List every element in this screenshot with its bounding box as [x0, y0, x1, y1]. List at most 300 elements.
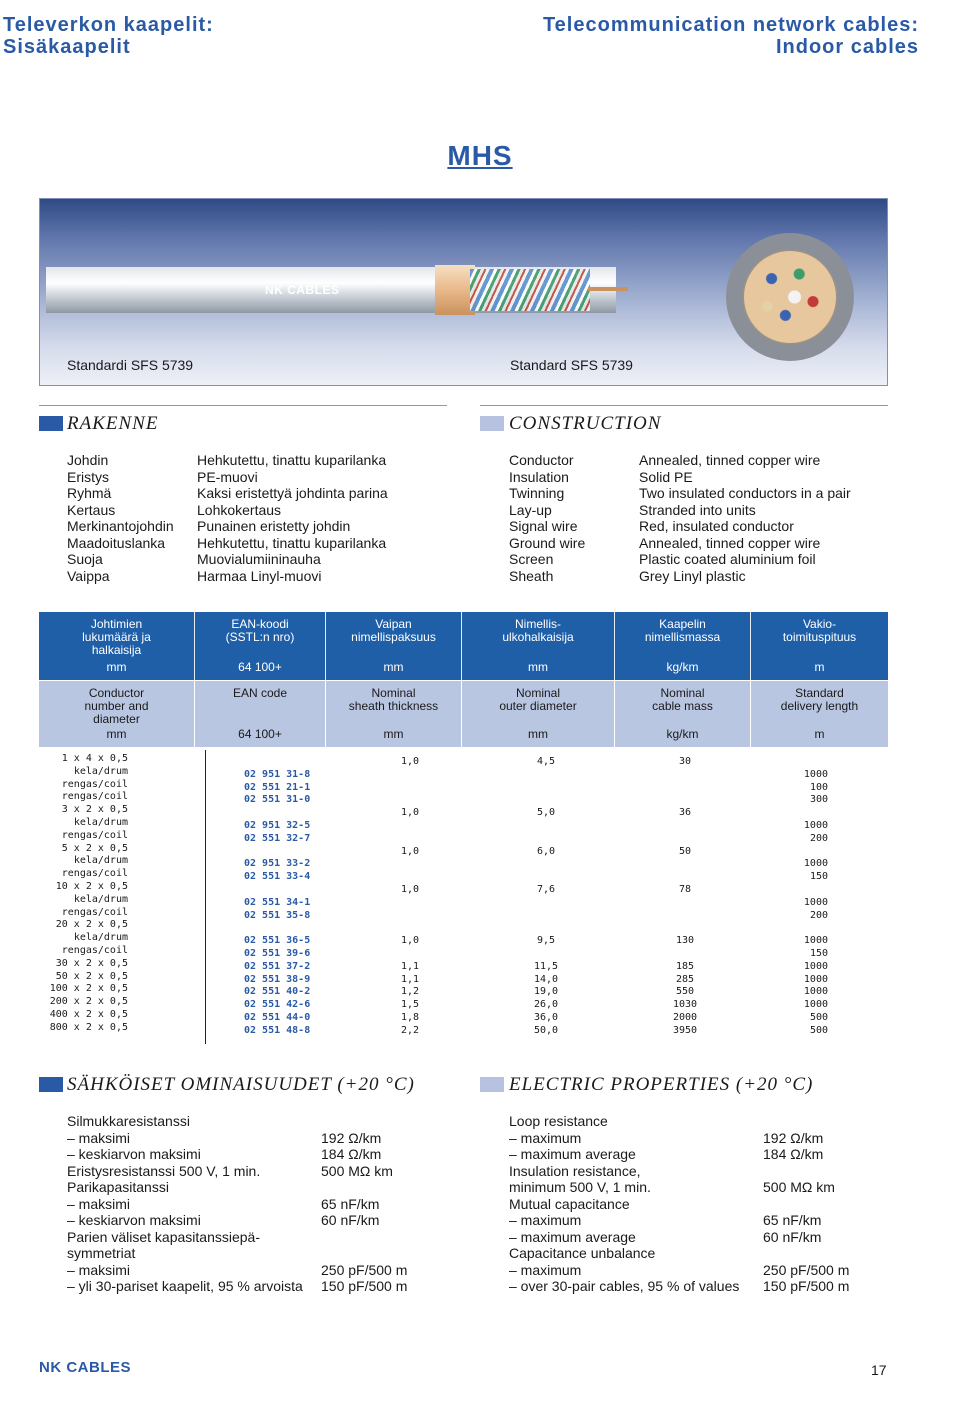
- column-sheath-item: [380, 794, 440, 807]
- standard-en: Standard SFS 5739: [510, 357, 633, 373]
- electric-fi-labels-item: – maksimi: [67, 1195, 131, 1212]
- column-ean-item: [244, 884, 310, 897]
- construction-en-values-item: Annealed, tinned copper wire: [639, 534, 821, 551]
- column-length-item: [760, 807, 828, 820]
- column-length-item: 100: [809, 781, 828, 793]
- table-header-unit: mm: [528, 727, 548, 741]
- electric-en-values-item: 500 MΩ km: [763, 1179, 835, 1195]
- construction-fi-values-item: Kaksi eristettyä johdinta parina: [197, 485, 388, 501]
- table-header-cell: [195, 681, 326, 747]
- construction-fi-terms-item: Maadoituslanka: [67, 534, 166, 551]
- electric-fi-values-item: 60 nF/km: [321, 1212, 380, 1228]
- column-mass-item: 185: [675, 960, 695, 972]
- column-mass-item: 2000: [672, 1011, 698, 1023]
- column-diameter-item: 19,0: [533, 986, 559, 998]
- section-marker-icon: [39, 416, 63, 431]
- column-length-item: 150: [809, 871, 828, 883]
- table-header-unit: 64 100+: [238, 660, 282, 674]
- column-ean-item: [244, 807, 310, 820]
- column-diameter: [516, 756, 576, 1038]
- column-sheath-item: [380, 910, 440, 923]
- column-mass-item: [655, 897, 715, 910]
- column-mass-item: [655, 948, 715, 961]
- column-mass-item: 30: [678, 756, 692, 767]
- column-diameter-item: [516, 833, 576, 846]
- column-mass-item: 78: [678, 883, 692, 895]
- table-header-cell: [462, 612, 615, 680]
- divider: [480, 405, 888, 406]
- table-header-label: (SSTL:n nro): [225, 630, 295, 644]
- column-sheath-item: [380, 820, 440, 833]
- electric-en-labels-item: – maximum: [509, 1129, 582, 1146]
- table-header-label: diameter: [93, 712, 140, 726]
- electric-en-values-item: [763, 1196, 849, 1213]
- column-length-item: 150: [809, 947, 828, 959]
- column-conductor-item: 3 x 2 x 0,5: [61, 804, 128, 816]
- electric-fi-values-item: 192 Ω/km: [321, 1129, 382, 1146]
- standard-fi: Standardi SFS 5739: [67, 357, 194, 373]
- column-sheath-item: 1,1: [400, 973, 420, 985]
- table-header-label: delivery length: [780, 699, 859, 713]
- column-diameter-item: [516, 769, 576, 782]
- electric-fi-values-item: 65 nF/km: [321, 1195, 380, 1212]
- electric-en-values-item: [763, 1113, 849, 1130]
- column-diameter-item: 14,0: [533, 973, 559, 985]
- table-header-label: number and: [84, 699, 149, 713]
- column-mass-item: 50: [678, 845, 692, 857]
- construction-en-terms-item: Twinning: [509, 485, 565, 501]
- column-diameter-item: 7,6: [536, 883, 556, 895]
- column-sheath-item: [380, 858, 440, 871]
- column-diameter-item: 36,0: [533, 1011, 559, 1023]
- construction-fi-terms: [67, 452, 174, 584]
- column-length-item: [760, 884, 828, 897]
- column-mass-item: 550: [675, 986, 695, 998]
- column-conductor: [39, 753, 128, 1035]
- electric-fi-values: [321, 1113, 407, 1295]
- electric-en-values-item: [763, 1245, 849, 1262]
- electric-fi-values-item: [321, 1245, 407, 1262]
- column-diameter-item: [516, 910, 576, 923]
- electric-en-values-item: 250 pF/500 m: [763, 1261, 850, 1278]
- column-ean-item: 02 551 35-8: [244, 909, 311, 921]
- table-header-label: Conductor: [88, 686, 145, 700]
- electric-fi-labels-item: Eristysresistanssi 500 V, 1 min.: [67, 1162, 261, 1179]
- column-conductor-item: 800 x 2 x 0,5: [49, 1021, 128, 1033]
- construction-heading-fi: RAKENNE: [67, 413, 159, 434]
- electric-fi-labels: [67, 1113, 303, 1295]
- table-header-cell: [751, 612, 888, 680]
- table-header-cell: [195, 612, 326, 680]
- column-length-item: [760, 922, 828, 935]
- column-diameter-item: [516, 922, 576, 935]
- footer-logo: NK CABLES: [39, 1359, 132, 1376]
- construction-heading-en: CONSTRUCTION: [509, 413, 662, 434]
- electric-heading-fi: SÄHKÖISET OMINAISUUDET (+20 °C): [67, 1074, 415, 1095]
- column-ean-item: 02 551 31-0: [244, 794, 311, 806]
- section-marker-icon: [39, 1077, 63, 1092]
- column-sheath-item: 1,0: [400, 807, 420, 819]
- header-en-line2: Indoor cables: [775, 36, 919, 58]
- column-sheath-item: [380, 833, 440, 846]
- column-diameter-item: 50,0: [533, 1024, 559, 1036]
- column-conductor-item: 20 x 2 x 0,5: [55, 919, 128, 931]
- column-sheath-item: 1,0: [400, 845, 420, 857]
- construction-fi-values-item: Hehkutettu, tinattu kuparilanka: [197, 534, 387, 551]
- column-sheath-item: 1,0: [400, 935, 420, 947]
- column-sheath-item: 1,0: [400, 883, 420, 895]
- table-header-cell: [39, 612, 195, 680]
- table-header-cell: [326, 612, 462, 680]
- electric-fi-values-item: 184 Ω/km: [321, 1146, 382, 1162]
- table-header-label: sheath thickness: [348, 699, 439, 713]
- construction-fi-values-item: PE-muovi: [197, 468, 258, 485]
- column-ean-item: [244, 922, 310, 935]
- column-ean-item: 02 551 38-9: [244, 973, 311, 985]
- cable-wires-image: [470, 269, 590, 311]
- table-header-label: Vakio-: [802, 617, 837, 631]
- column-ean-item: 02 551 40-2: [244, 986, 311, 998]
- electric-en-values-item: 192 Ω/km: [763, 1129, 824, 1146]
- table-header-label: nimellispaksuus: [351, 630, 436, 644]
- column-mass-item: 130: [675, 935, 695, 947]
- column-mass: [655, 756, 715, 1038]
- electric-en-labels-item: – over 30-pair cables, 95 % of values: [509, 1278, 740, 1294]
- construction-en-values-item: Stranded into units: [639, 501, 756, 518]
- table-header-label: Vaipan: [375, 617, 412, 631]
- column-sheath: [380, 756, 440, 1038]
- column-ean-item: 02 551 21-1: [244, 781, 311, 793]
- electric-fi-values-item: 150 pF/500 m: [321, 1278, 408, 1294]
- column-conductor-item: rengas/coil: [61, 868, 128, 880]
- column-sheath-item: [380, 922, 440, 935]
- cable-core-image: [744, 251, 836, 343]
- column-length: [760, 756, 828, 1038]
- electric-fi-values-item: 250 pF/500 m: [321, 1261, 408, 1278]
- column-mass-item: [655, 922, 715, 935]
- column-conductor-item: 200 x 2 x 0,5: [49, 996, 128, 1008]
- column-conductor-item: kela/drum: [73, 893, 128, 905]
- column-sheath-item: 1,5: [400, 999, 420, 1011]
- table-header-cell: [326, 681, 462, 747]
- electric-en-labels-item: Loop resistance: [509, 1113, 608, 1129]
- cable-tail-image: [588, 287, 628, 291]
- column-ean-item: [244, 846, 310, 859]
- column-conductor-item: 30 x 2 x 0,5: [55, 957, 128, 969]
- column-length-item: [760, 756, 828, 769]
- table-header-cell: [615, 681, 751, 747]
- column-sheath-item: [380, 948, 440, 961]
- construction-en-terms-item: Conductor: [509, 452, 574, 468]
- table-header-label: halkaisija: [91, 643, 142, 657]
- construction-fi-terms-item: Johdin: [67, 452, 109, 468]
- table-header-label: toimituspituus: [782, 630, 857, 644]
- table-header-cell: [39, 681, 195, 747]
- electric-en-values-item: 184 Ω/km: [763, 1146, 824, 1162]
- electric-fi-labels-item: – keskiarvon maksimi: [67, 1212, 201, 1228]
- divider: [39, 405, 447, 406]
- column-diameter-item: 6,0: [536, 845, 556, 857]
- column-ean-item: [244, 756, 310, 769]
- table-header-unit: mm: [106, 660, 127, 674]
- column-diameter-item: 5,0: [536, 807, 556, 819]
- construction-fi-terms-item: Merkinantojohdin: [67, 518, 174, 534]
- column-conductor-item: rengas/coil: [61, 791, 128, 803]
- table-header-label: Nimellis-: [515, 617, 561, 631]
- construction-en-values: [639, 452, 851, 584]
- column-length-item: 1000: [803, 819, 828, 831]
- column-mass-item: 285: [675, 973, 695, 985]
- construction-en-terms-item: Insulation: [509, 468, 569, 485]
- column-ean-item: 02 951 33-2: [244, 858, 311, 870]
- construction-fi-values-item: Punainen eristetty johdin: [197, 518, 351, 534]
- column-ean-item: 02 551 42-6: [244, 999, 311, 1011]
- column-ean-item: 02 551 36-5: [244, 935, 311, 947]
- table-header-label: Johtimien: [90, 617, 143, 631]
- column-mass-item: [655, 833, 715, 846]
- column-sheath-item: 2,2: [400, 1024, 420, 1036]
- construction-en-values-item: Grey Linyl plastic: [639, 567, 746, 584]
- construction-fi-terms-item: Suoja: [67, 551, 103, 567]
- column-diameter-item: [516, 858, 576, 871]
- table-header-unit: kg/km: [666, 727, 699, 741]
- column-length-item: 1000: [803, 896, 828, 908]
- table-header-unit: mm: [106, 727, 127, 741]
- electric-en-labels-item: Mutual capacitance: [509, 1195, 630, 1212]
- electric-fi-values-item: 500 MΩ km: [321, 1162, 393, 1179]
- table-header-label: nimellismassa: [644, 630, 721, 644]
- construction-fi-terms-item: Ryhmä: [67, 485, 112, 501]
- header-en: [543, 14, 919, 58]
- table-header-label: outer diameter: [499, 699, 577, 713]
- page-number: 17: [871, 1362, 887, 1378]
- construction-fi-values-item: Hehkutettu, tinattu kuparilanka: [197, 452, 387, 468]
- column-mass-item: [655, 858, 715, 871]
- column-length-item: 200: [809, 832, 828, 844]
- column-length-item: 1000: [803, 960, 828, 972]
- column-conductor-item: kela/drum: [73, 816, 128, 828]
- column-length-item: 300: [809, 794, 828, 806]
- column-mass-item: [655, 794, 715, 807]
- column-ean-item: 02 551 48-8: [244, 1024, 311, 1036]
- section-marker-icon: [480, 416, 504, 431]
- electric-fi-labels-item: – yli 30-pariset kaapelit, 95 % arvoista: [67, 1278, 303, 1294]
- construction-en-values-item: Plastic coated aluminium foil: [639, 551, 816, 567]
- table-header-unit: m: [814, 727, 825, 741]
- column-length-item: 1000: [803, 986, 828, 998]
- electric-en-labels-item: Capacitance unbalance: [509, 1245, 656, 1261]
- column-conductor-item: 5 x 2 x 0,5: [61, 842, 128, 854]
- electric-en-labels-item: – maximum average: [509, 1146, 636, 1162]
- column-length-item: 1000: [803, 935, 828, 947]
- electric-en-labels-item: – maximum: [509, 1261, 582, 1278]
- table-header-en: [39, 681, 888, 747]
- column-length-item: 1000: [803, 858, 828, 870]
- column-mass-item: [655, 820, 715, 833]
- electric-fi-labels-item: – keskiarvon maksimi: [67, 1146, 201, 1162]
- construction-en-terms-item: Lay-up: [509, 501, 552, 518]
- column-sheath-item: [380, 782, 440, 795]
- column-sheath-item: [380, 897, 440, 910]
- construction-fi-values-item: Muovialumiininauha: [197, 551, 321, 567]
- product-photo: [39, 198, 888, 386]
- column-divider: [205, 750, 206, 1044]
- column-conductor-item: 10 x 2 x 0,5: [55, 880, 128, 892]
- column-diameter-item: 4,5: [536, 756, 556, 767]
- table-header-unit: mm: [528, 660, 548, 674]
- table-header-unit: mm: [383, 727, 404, 741]
- table-header-unit: kg/km: [666, 660, 699, 674]
- column-diameter-item: [516, 794, 576, 807]
- electric-fi-values-item: [321, 1179, 407, 1196]
- column-sheath-item: [380, 871, 440, 884]
- construction-en-terms: [509, 452, 585, 584]
- table-header-label: EAN code: [232, 686, 288, 700]
- column-diameter-item: [516, 948, 576, 961]
- column-conductor-item: rengas/coil: [61, 906, 128, 918]
- column-mass-item: [655, 769, 715, 782]
- electric-fi-values-item: [321, 1113, 407, 1130]
- electric-heading-en: ELECTRIC PROPERTIES (+20 °C): [509, 1074, 814, 1095]
- construction-en-terms-item: Signal wire: [509, 518, 578, 534]
- column-conductor-item: 400 x 2 x 0,5: [49, 1008, 128, 1020]
- electric-en-labels-item: – maximum: [509, 1212, 582, 1228]
- column-mass-item: [655, 871, 715, 884]
- construction-fi-values: [197, 452, 388, 584]
- column-conductor-item: kela/drum: [73, 932, 128, 944]
- header-en-line1: Telecommunication network cables:: [542, 14, 919, 36]
- column-conductor-item: rengas/coil: [61, 778, 128, 790]
- table-header-label: cable mass: [652, 699, 713, 713]
- column-ean-item: 02 551 44-0: [244, 1011, 311, 1023]
- electric-fi-labels-item: Parien väliset kapasitanssiepä-: [67, 1228, 260, 1245]
- electric-fi-values-item: [321, 1229, 407, 1246]
- table-header-fi: [39, 612, 888, 680]
- column-mass-item: 36: [678, 807, 692, 819]
- column-mass-item: [655, 782, 715, 795]
- column-length-item: 500: [809, 1011, 828, 1023]
- header-fi: [3, 14, 214, 58]
- construction-fi-terms-item: Kertaus: [67, 501, 116, 518]
- column-ean-item: 02 951 32-5: [244, 819, 311, 831]
- column-mass-item: [655, 910, 715, 923]
- column-mass-item: 3950: [672, 1024, 698, 1036]
- column-diameter-item: [516, 782, 576, 795]
- construction-en-terms-item: Screen: [509, 551, 554, 567]
- construction-en-values-item: Two insulated conductors in a pair: [639, 485, 851, 501]
- column-length-item: 200: [809, 909, 828, 921]
- section-marker-icon: [480, 1077, 504, 1092]
- construction-en-terms-item: Sheath: [509, 567, 554, 584]
- construction-fi-terms-item: Eristys: [67, 468, 109, 485]
- table-header-label: ulkohalkaisija: [502, 630, 574, 644]
- table-header-unit: m: [814, 660, 825, 674]
- electric-en-labels-item: – maximum average: [509, 1228, 636, 1245]
- column-sheath-item: 1,8: [400, 1011, 420, 1023]
- electric-fi-labels-item: Silmukkaresistanssi: [67, 1113, 190, 1129]
- electric-en-values-item: 150 pF/500 m: [763, 1278, 850, 1294]
- column-diameter-item: 9,5: [536, 935, 556, 947]
- column-length-item: [760, 846, 828, 859]
- table-header-cell: [615, 612, 751, 680]
- header-fi-line2: Sisäkaapelit: [3, 36, 131, 58]
- column-conductor-item: rengas/coil: [61, 944, 128, 956]
- construction-fi-values-item: Lohkokertaus: [197, 501, 282, 518]
- table-header-label: Standard: [795, 686, 844, 700]
- column-diameter-item: [516, 820, 576, 833]
- electric-en-values-item: [763, 1163, 849, 1180]
- column-conductor-item: rengas/coil: [61, 829, 128, 841]
- table-header-label: Nominal: [371, 686, 416, 700]
- electric-fi-labels-item: Parikapasitanssi: [67, 1179, 169, 1195]
- column-ean: [244, 756, 310, 1038]
- column-conductor-item: kela/drum: [73, 765, 128, 777]
- electric-en-values-item: 60 nF/km: [763, 1228, 822, 1245]
- column-diameter-item: [516, 871, 576, 884]
- column-ean-item: 02 551 39-6: [244, 947, 311, 959]
- construction-fi-values-item: Harmaa Linyl-muovi: [197, 567, 322, 584]
- column-conductor-item: kela/drum: [73, 855, 128, 867]
- electric-en-labels: [509, 1113, 739, 1295]
- column-ean-item: 02 551 32-7: [244, 832, 311, 844]
- table-header-label: Nominal: [515, 686, 560, 700]
- column-conductor-item: 1 x 4 x 0,5: [61, 753, 128, 764]
- table-header-label: EAN-koodi: [231, 617, 289, 631]
- table-header-unit: 64 100+: [238, 727, 282, 741]
- table-header-label: Nominal: [660, 686, 705, 700]
- column-ean-item: 02 951 31-8: [244, 768, 311, 780]
- column-length-item: 1000: [803, 999, 828, 1011]
- column-conductor-item: 100 x 2 x 0,5: [49, 983, 128, 995]
- column-conductor-item: 50 x 2 x 0,5: [55, 970, 128, 982]
- header-fi-line1: Televerkon kaapelit:: [3, 14, 214, 36]
- column-diameter-item: 26,0: [533, 999, 559, 1011]
- column-diameter-item: 11,5: [533, 960, 559, 972]
- table-header-cell: [751, 681, 888, 747]
- column-length-item: 1000: [803, 768, 828, 780]
- page-title: MHS: [447, 140, 513, 171]
- electric-en-labels-item: minimum 500 V, 1 min.: [509, 1179, 651, 1195]
- table-header-cell: [462, 681, 615, 747]
- electric-en-values: [763, 1113, 849, 1295]
- column-sheath-item: 1,0: [400, 756, 420, 767]
- electric-fi-labels-item: – maksimi: [67, 1261, 131, 1278]
- column-length-item: 1000: [803, 973, 828, 985]
- cable-brand-print: NK CABLES: [265, 283, 340, 297]
- table-header-label: lukumäärä ja: [82, 630, 151, 644]
- column-ean-item: 02 551 33-4: [244, 871, 311, 883]
- electric-fi-labels-item: symmetriat: [67, 1245, 136, 1261]
- electric-en-values-item: 65 nF/km: [763, 1212, 822, 1228]
- cable-foil-image: [435, 265, 475, 315]
- column-mass-item: 1030: [672, 999, 698, 1011]
- column-sheath-item: 1,2: [400, 986, 420, 998]
- column-ean-item: 02 551 37-2: [244, 960, 311, 972]
- column-ean-item: 02 551 34-1: [244, 896, 311, 908]
- construction-en-values-item: Solid PE: [639, 468, 693, 485]
- column-sheath-item: [380, 769, 440, 782]
- construction-en-values-item: Red, insulated conductor: [639, 518, 794, 534]
- table-header-unit: mm: [383, 660, 404, 674]
- column-length-item: 500: [809, 1024, 828, 1036]
- column-sheath-item: 1,1: [400, 960, 420, 972]
- electric-en-labels-item: Insulation resistance,: [509, 1162, 641, 1179]
- construction-fi-terms-item: Vaippa: [67, 567, 110, 584]
- electric-fi-labels-item: – maksimi: [67, 1129, 131, 1146]
- construction-en-terms-item: Ground wire: [509, 534, 586, 551]
- construction-en-values-item: Annealed, tinned copper wire: [639, 452, 821, 468]
- column-diameter-item: [516, 897, 576, 910]
